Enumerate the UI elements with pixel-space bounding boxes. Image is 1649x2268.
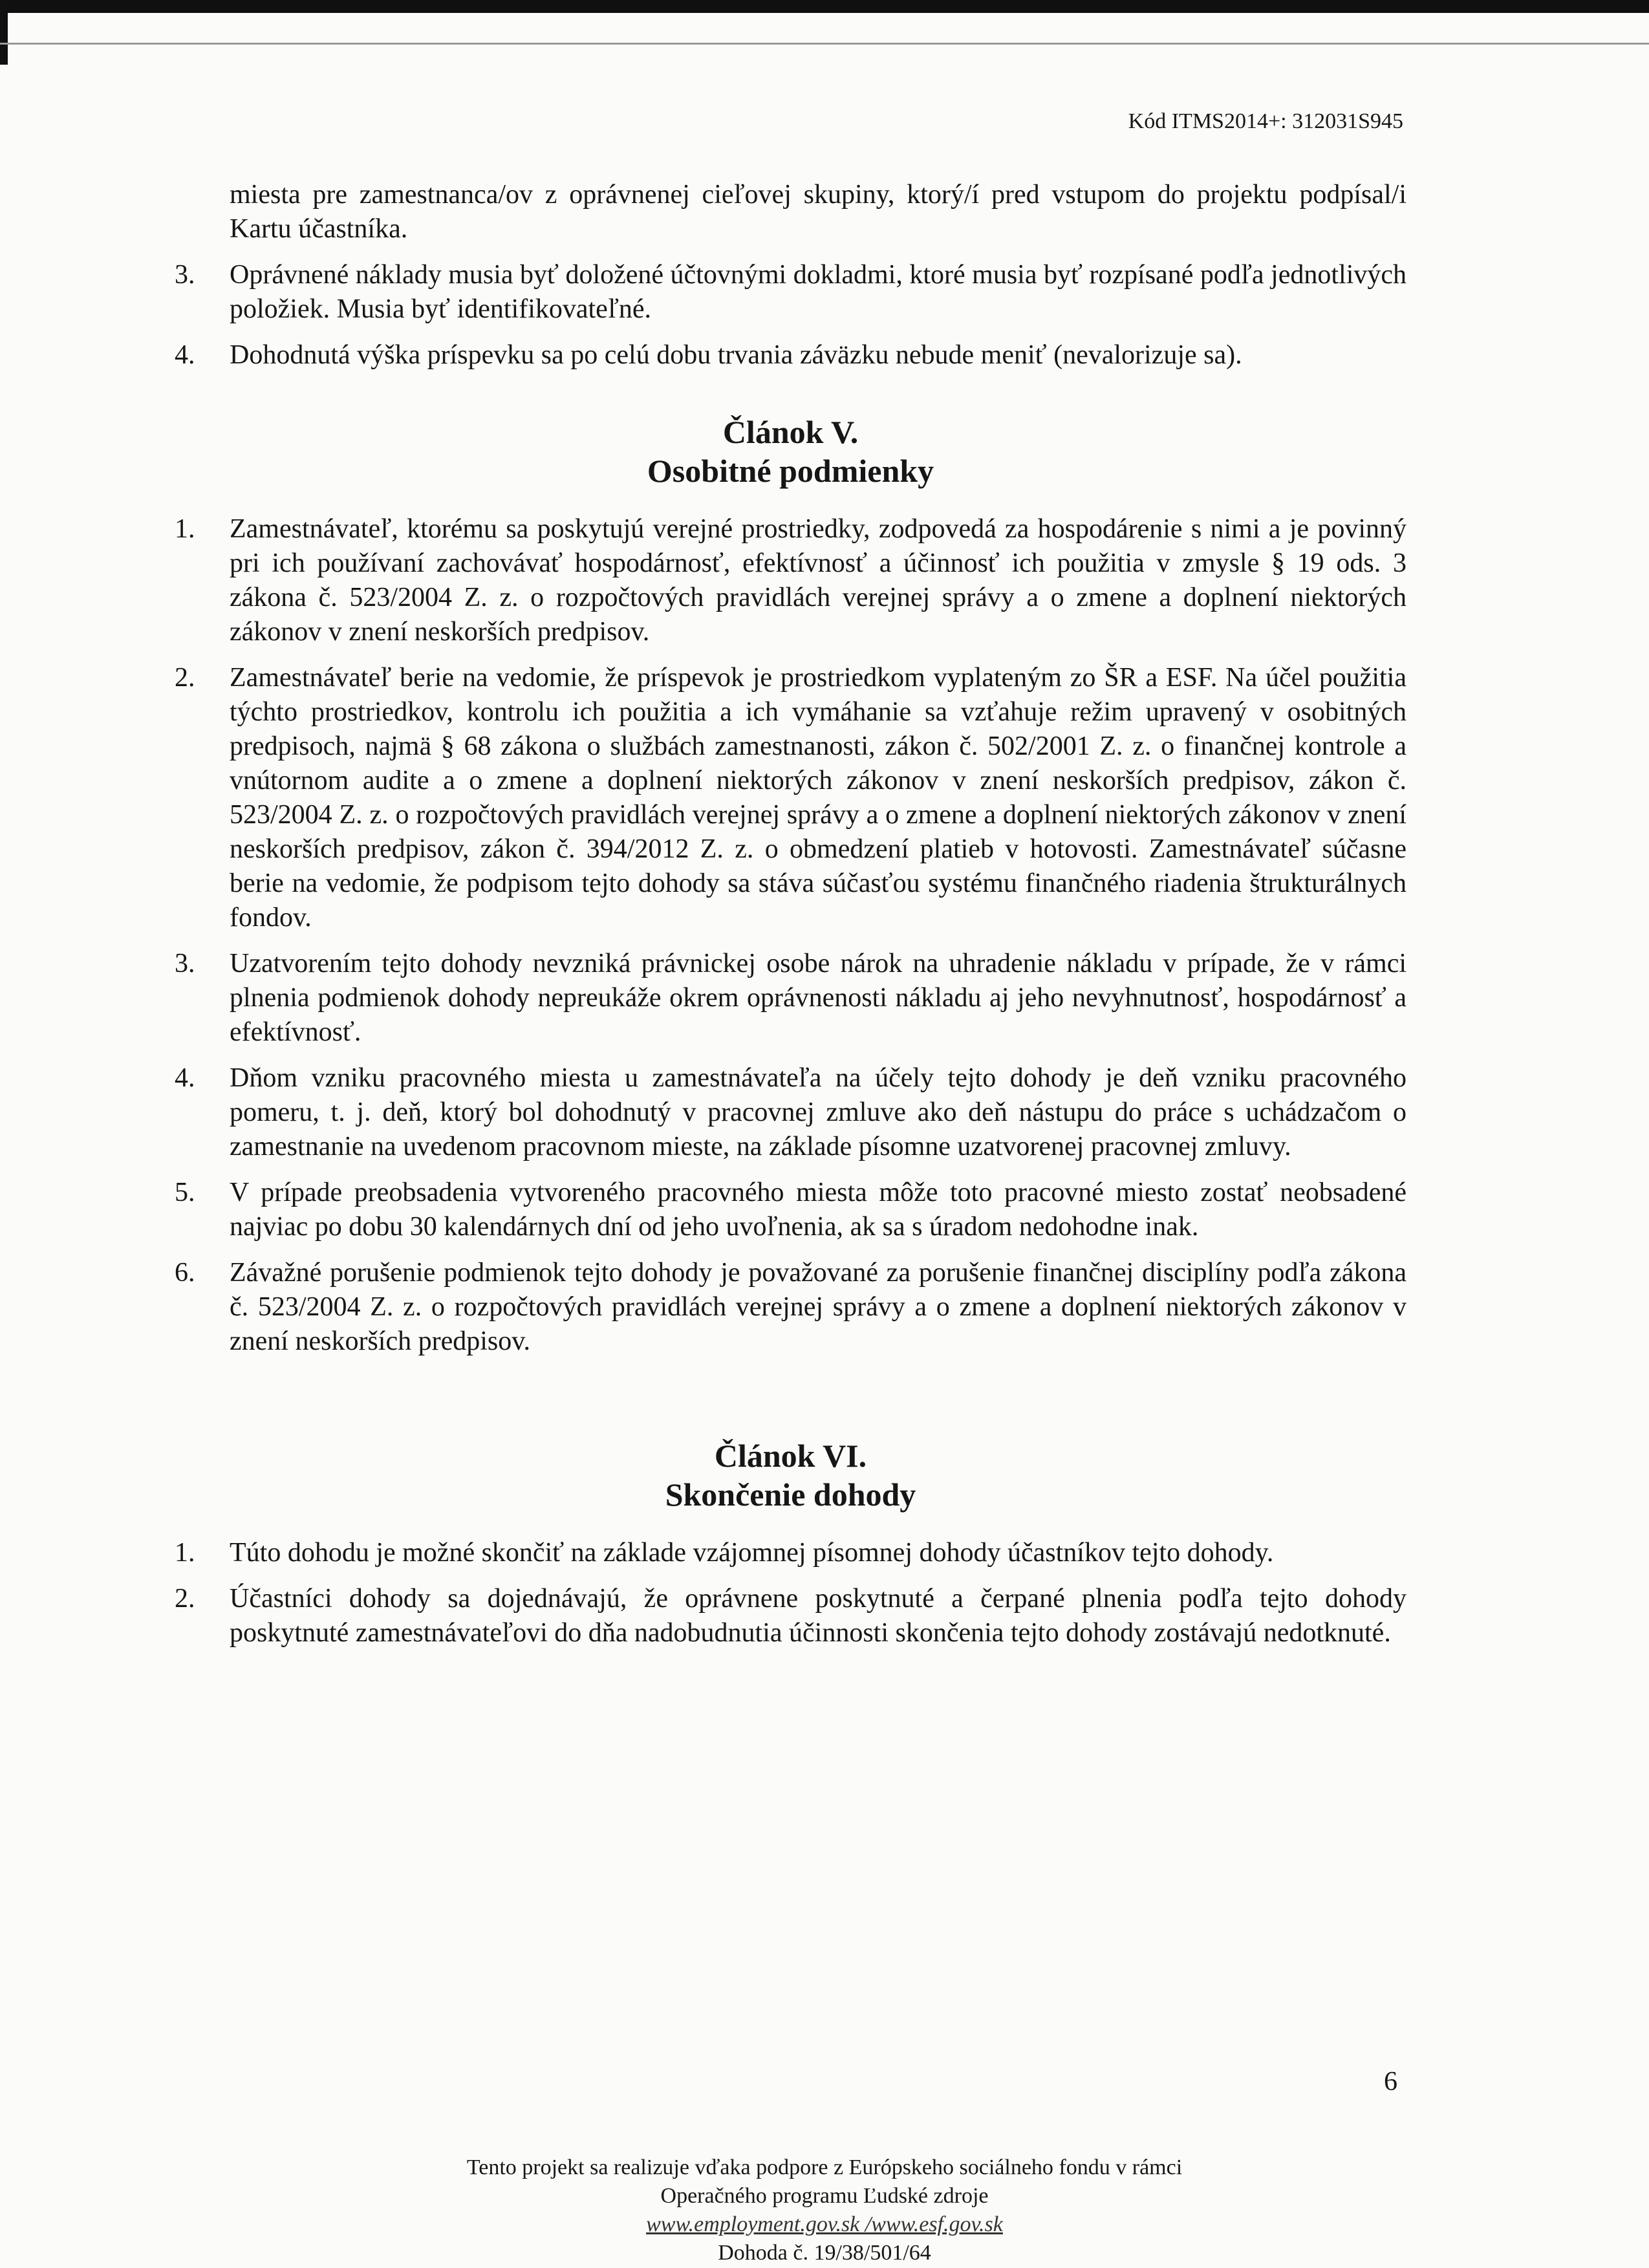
item-number: 6. <box>175 1258 195 1288</box>
item-text: Túto dohodu je možné skončiť na základe vzájomnej písomnej dohody účastníkov tejto dohody. <box>230 1538 1274 1568</box>
item-number: 2. <box>175 1584 195 1614</box>
article-6-number: Článok VI. <box>714 1438 867 1474</box>
article-6-title: Skončenie dohody <box>665 1476 916 1513</box>
item-text: Závažné porušenie podmienok tejto dohody je považované za porušenie finančnej disciplíny podľa zákona č. 523/2004 Z. z. o rozpočtových pravidlách verejnej správy a o zmene a doplnení niektorých zákonov v znení neskorších predpisov. <box>230 1258 1406 1356</box>
list-item <box>175 1582 1406 1650</box>
list-item <box>175 512 1406 649</box>
item-number: 3. <box>175 260 195 290</box>
list-item <box>175 661 1406 935</box>
scan-rule-line <box>0 43 1649 45</box>
footer-program-line: Operačného programu Ľudské zdroje <box>660 2184 989 2208</box>
scan-left-edge <box>0 0 8 65</box>
item-number: 5. <box>175 1178 195 1207</box>
page-number: 6 <box>1384 2067 1397 2097</box>
item-text: V prípade preobsadenia vytvoreného pracovného miesta môže toto pracovné miesto zostať neobsadené najviac po dobu 30 kalendárnych dní od jeho uvoľnenia, ak sa s úradom nedohodne inak. <box>230 1178 1406 1242</box>
footer-website-links: www.employment.gov.sk /www.esf.gov.sk <box>646 2212 1003 2236</box>
list-item <box>175 1061 1406 1164</box>
item-text: Účastníci dohody sa dojednávajú, že oprávnene poskytnuté a čerpané plnenia podľa tejto dohody poskytnuté zamestnávateľovi do dňa nadobudnutia účinnosti skončenia tejto dohody zostávajú nedotknuté. <box>230 1584 1406 1648</box>
item-text: Uzatvorením tejto dohody nevzniká právnickej osobe nárok na uhradenie nákladu v prípade, že v rámci plnenia podmienok dohody nepreukáže okrem oprávnenosti nákladu aj jeho nevyhnutnosť, hospodárnosť a efektívnosť. <box>230 949 1406 1047</box>
page-footer <box>0 2154 1649 2267</box>
article-5-number: Článok V. <box>722 414 859 450</box>
itms-code: Kód ITMS2014+: 312031S945 <box>1128 109 1403 133</box>
item-number: 3. <box>175 949 195 978</box>
list-item <box>175 258 1406 327</box>
item-text: Oprávnené náklady musia byť doložené účtovnými dokladmi, ktoré musia byť rozpísané podľa jednotlivých položiek. Musia byť identifikovateľné. <box>230 260 1407 324</box>
item-text: Zamestnávateľ berie na vedomie, že príspevok je prostriedkom vyplateným zo ŠR a ESF. Na účel použitia týchto prostriedkov, kontrolu ich použitia a ich vymáhanie sa vzťahuje režim upravený v osobitných predpisoch, najmä § 68 zákona o službách zamestnanosti, zákon č. 502/2001 Z. z. o finančnej kontrole a vnútornom audite a o zmene a doplnení niektorých zákonov v znení neskorších predpisov, zákon č. 523/2004 Z. z. o rozpočtových pravidlách verejnej správy a o zmene a doplnení niektorých zákonov v znení neskorších predpisov, zákon č. 394/2012 Z. z. o obmedzení platieb v hotovosti. Zamestnávateľ súčasne berie na vedomie, že podpisom tejto dohody sa stáva súčasťou systému finančného riadenia štrukturálnych fondov. <box>230 663 1406 933</box>
list-item <box>175 947 1406 1050</box>
item-number: 1. <box>175 1538 195 1568</box>
item-number: 1. <box>175 514 195 544</box>
footer-funding-line: Tento projekt sa realizuje vďaka podpore z Európskeho sociálneho fondu v rámci <box>466 2155 1183 2179</box>
continuation-paragraph: miesta pre zamestnanca/ov z oprávnenej cieľovej skupiny, ktorý/í pred vstupom do projektu podpísal/i Kartu účastníka. <box>230 180 1406 244</box>
scan-top-border <box>0 0 1649 13</box>
list-item <box>175 1536 1406 1570</box>
list-item <box>175 1176 1406 1244</box>
list-item <box>175 338 1406 373</box>
footer-agreement-number: Dohoda č. 19/38/501/64 <box>718 2241 931 2265</box>
item-text: Zamestnávateľ, ktorému sa poskytujú verejné prostriedky, zodpovedá za hospodárenie s nimi a je povinný pri ich používaní zachovávať hospodárnosť, efektívnosť a účinnosť ich použitia v zmysle § 19 ods. 3 zákona č. 523/2004 Z. z. o rozpočtových pravidlách verejnej správy a o zmene a doplnení niektorých zákonov v znení neskorších predpisov. <box>230 514 1406 647</box>
article-6-heading <box>175 1436 1406 1514</box>
item-text: Dohodnutá výška príspevku sa po celú dobu trvania záväzku nebude meniť (nevalorizuje sa). <box>230 340 1242 370</box>
list-item <box>175 1256 1406 1359</box>
item-number: 2. <box>175 663 195 693</box>
item-number: 4. <box>175 1063 195 1093</box>
article-5-title: Osobitné podmienky <box>647 453 934 489</box>
article-5-heading <box>175 413 1406 490</box>
item-text: Dňom vzniku pracovného miesta u zamestnávateľa na účely tejto dohody je deň vzniku pracovného pomeru, t. j. deň, ktorý bol dohodnutý v pracovnej zmluve ako deň nástupu do práce s uchádzačom o zamestnanie na uvedenom pracovnom mieste, na základe písomne uzatvorenej pracovnej zmluvy. <box>230 1063 1406 1161</box>
document-body <box>175 178 1406 1662</box>
item-number: 4. <box>175 340 195 370</box>
